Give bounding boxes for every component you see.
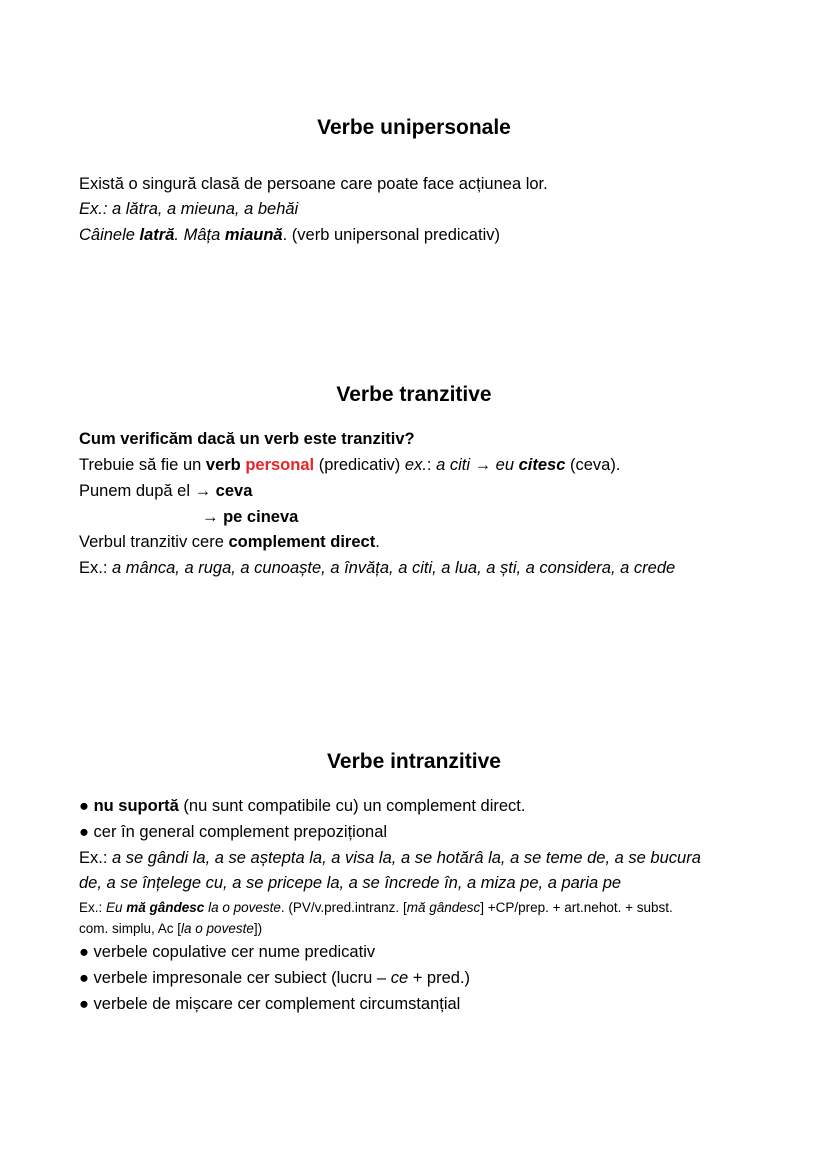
text-span: ceva xyxy=(215,482,253,500)
text-span: complement direct xyxy=(228,533,376,551)
bullet-line xyxy=(79,796,525,816)
text-span: Eu xyxy=(106,900,127,915)
text-span: ce xyxy=(390,969,409,987)
paragraph-line xyxy=(79,481,252,501)
text-span: Punem după el → xyxy=(79,482,216,500)
paragraph-line xyxy=(79,455,620,475)
text-span: . Mâța xyxy=(174,226,225,244)
section-title-unipersonale: Verbe unipersonale xyxy=(317,116,511,139)
text-span: miaună xyxy=(224,226,283,244)
highlight-span: personal xyxy=(240,456,315,474)
paragraph-line: de, a se înțelege cu, a se pricepe la, a se încrede în, a miza pe, a paria pe xyxy=(79,874,622,892)
bullet-line: ● verbele copulative cer nume predicativ xyxy=(79,943,376,961)
text-span: la o poveste xyxy=(181,921,254,936)
text-span: a citi → eu xyxy=(436,456,519,474)
paragraph-line xyxy=(79,225,500,245)
text-span: com. simplu, Ac [ xyxy=(79,921,182,936)
text-span: . xyxy=(375,533,380,551)
bullet-line: ● cer în general complement prepozițional xyxy=(79,823,388,841)
text-span: Verbul tranzitiv cere xyxy=(79,533,229,551)
text-span: (nu sunt compatibile cu) un complement direct. xyxy=(178,797,526,815)
small-paragraph-line xyxy=(79,920,262,938)
text-span: Ex.: xyxy=(79,559,113,577)
text-span: citesc xyxy=(518,456,566,474)
text-span: Câinele xyxy=(79,226,140,244)
text-span: . (PV/v.pred.intranz. [ xyxy=(280,900,407,915)
bullet-icon: ● xyxy=(79,797,94,815)
paragraph-line: Există o singură clasă de persoane care poate face acțiunea lor. xyxy=(79,175,548,193)
paragraph-line xyxy=(202,507,298,527)
text-span: pe cineva xyxy=(223,508,299,526)
text-span: latră xyxy=(139,226,175,244)
text-span: la o poveste xyxy=(204,900,281,915)
paragraph-line: Ex.: a lătra, a mieuna, a behăi xyxy=(79,200,299,218)
bullet-line: ● verbele de mișcare cer complement circumstanțial xyxy=(79,995,461,1013)
text-span: Ex.: xyxy=(79,900,107,915)
text-span: mă gândesc xyxy=(126,900,205,915)
text-span: verb xyxy=(205,456,241,474)
text-span: : xyxy=(426,456,437,474)
bullet-line xyxy=(79,968,470,988)
text-span: (ceva). xyxy=(565,456,621,474)
text-span: ex. xyxy=(404,456,427,474)
text-span: + pred.) xyxy=(408,969,471,987)
text-span: a se gândi la, a se aștepta la, a visa la, a se hotărâ la, a se teme de, a se bucura xyxy=(112,849,701,867)
text-span: → xyxy=(202,508,224,526)
paragraph-line xyxy=(79,558,675,578)
text-span: nu suportă xyxy=(93,797,179,815)
question-line: Cum verificăm dacă un verb este tranzitiv? xyxy=(79,430,415,448)
section-title-tranzitive: Verbe tranzitive xyxy=(336,383,492,406)
text-span: a mânca, a ruga, a cunoaște, a învăța, a citi, a lua, a ști, a considera, a crede xyxy=(112,559,676,577)
text-span: (predicativ) xyxy=(314,456,405,474)
text-span: Trebuie să fie un xyxy=(79,456,206,474)
paragraph-line xyxy=(79,532,380,552)
section-title-intranzitive: Verbe intranzitive xyxy=(327,750,501,773)
text-span: ● verbele impresonale cer subiect (lucru – xyxy=(79,969,391,987)
text-span: . (verb unipersonal predicativ) xyxy=(282,226,500,244)
paragraph-line xyxy=(79,848,701,868)
text-span: mă gândesc xyxy=(406,900,481,915)
text-span: ] +CP/prep. + art.nehot. + subst. xyxy=(480,900,673,915)
text-span: Ex.: xyxy=(79,849,113,867)
small-paragraph-line xyxy=(79,899,673,917)
text-span: ]) xyxy=(253,921,263,936)
